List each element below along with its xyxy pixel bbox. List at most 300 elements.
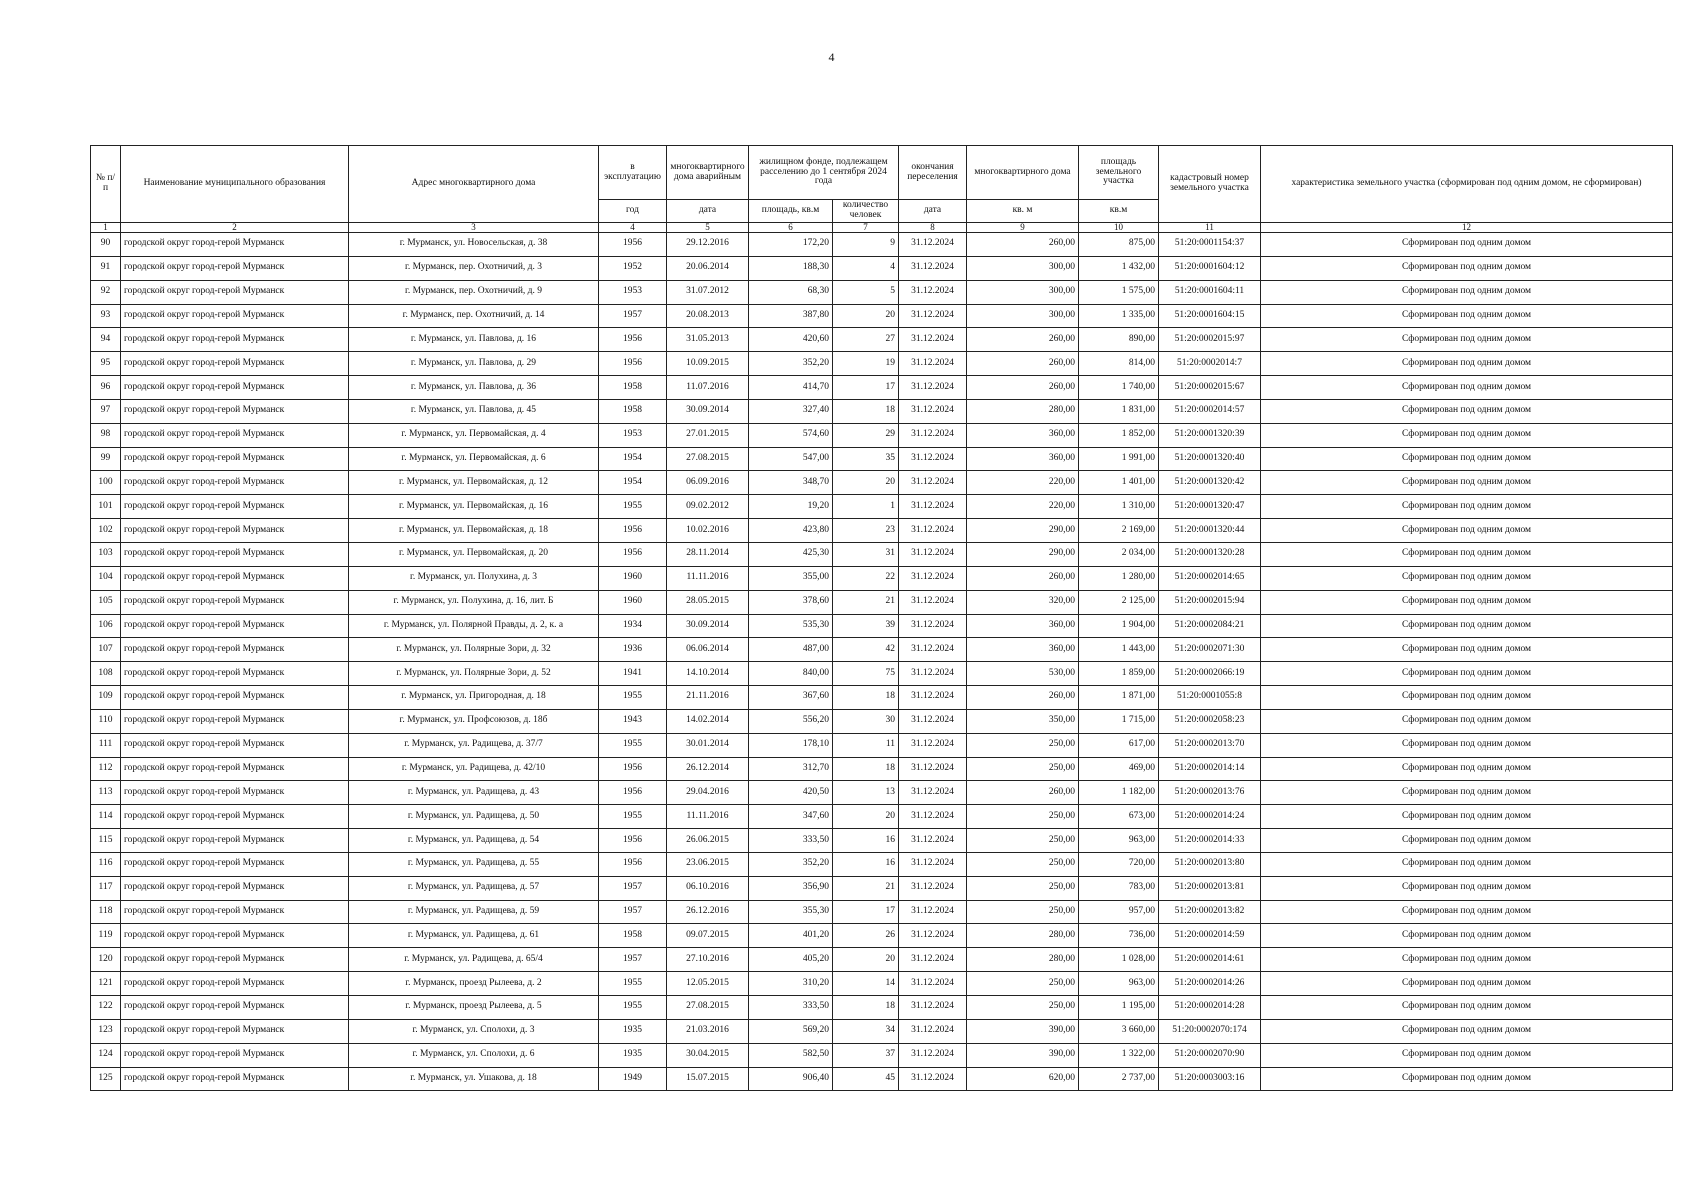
land-area-cell: 673,00	[1079, 805, 1159, 829]
persons-count-cell: 11	[833, 733, 899, 757]
house-area-cell: 350,00	[967, 709, 1079, 733]
col-number: 6	[749, 223, 833, 233]
resettle-area-cell: 172,20	[749, 233, 833, 257]
emergency-date-cell: 28.11.2014	[667, 542, 749, 566]
commission-year-cell: 1941	[599, 662, 667, 686]
end-date-cell: 31.12.2024	[899, 781, 967, 805]
commission-year-cell: 1956	[599, 781, 667, 805]
address-cell: г. Мурманск, ул. Первомайская, д. 12	[349, 471, 599, 495]
land-area-cell: 1 401,00	[1079, 471, 1159, 495]
land-characteristic-cell: Сформирован под одним домом	[1261, 662, 1673, 686]
emergency-date-cell: 09.02.2012	[667, 495, 749, 519]
end-date-cell: 31.12.2024	[899, 590, 967, 614]
emergency-date-cell: 31.05.2013	[667, 328, 749, 352]
end-date-cell: 31.12.2024	[899, 1067, 967, 1091]
emergency-date-cell: 28.05.2015	[667, 590, 749, 614]
row-number: 107	[91, 638, 121, 662]
end-date-cell: 31.12.2024	[899, 495, 967, 519]
emergency-date-cell: 27.08.2015	[667, 996, 749, 1020]
col-number: 10	[1079, 223, 1159, 233]
land-area-cell: 1 859,00	[1079, 662, 1159, 686]
row-number: 102	[91, 519, 121, 543]
row-number: 101	[91, 495, 121, 519]
municipality-cell: городской округ город-герой Мурманск	[121, 1067, 349, 1091]
resettle-area-cell: 405,20	[749, 948, 833, 972]
row-number: 104	[91, 566, 121, 590]
address-cell: г. Мурманск, ул. Полухина, д. 3	[349, 566, 599, 590]
table-row	[91, 423, 1673, 447]
persons-count-cell: 37	[833, 1043, 899, 1067]
end-date-cell: 31.12.2024	[899, 328, 967, 352]
commission-year-cell: 1955	[599, 495, 667, 519]
table-row	[91, 256, 1673, 280]
emergency-date-cell: 09.07.2015	[667, 924, 749, 948]
house-area-cell: 260,00	[967, 352, 1079, 376]
persons-count-cell: 13	[833, 781, 899, 805]
persons-count-cell: 30	[833, 709, 899, 733]
header-end-date: окончания переселения	[899, 146, 967, 200]
address-cell: г. Мурманск, ул. Профсоюзов, д. 18б	[349, 709, 599, 733]
cadastral-number-cell: 51:20:0002014:14	[1159, 757, 1261, 781]
persons-count-cell: 18	[833, 757, 899, 781]
persons-count-cell: 16	[833, 829, 899, 853]
house-area-cell: 250,00	[967, 900, 1079, 924]
row-number: 106	[91, 614, 121, 638]
address-cell: г. Мурманск, ул. Радищева, д. 37/7	[349, 733, 599, 757]
end-date-cell: 31.12.2024	[899, 376, 967, 400]
address-cell: г. Мурманск, ул. Павлова, д. 36	[349, 376, 599, 400]
address-cell: г. Мурманск, ул. Радищева, д. 43	[349, 781, 599, 805]
unit-area: площадь, кв.м	[749, 200, 833, 223]
municipality-cell: городской округ город-герой Мурманск	[121, 972, 349, 996]
persons-count-cell: 14	[833, 972, 899, 996]
end-date-cell: 31.12.2024	[899, 900, 967, 924]
resettle-area-cell: 347,60	[749, 805, 833, 829]
emergency-date-cell: 11.11.2016	[667, 566, 749, 590]
commission-year-cell: 1954	[599, 471, 667, 495]
land-area-cell: 2 034,00	[1079, 542, 1159, 566]
land-area-cell: 1 028,00	[1079, 948, 1159, 972]
end-date-cell: 31.12.2024	[899, 876, 967, 900]
municipality-cell: городской округ город-герой Мурманск	[121, 709, 349, 733]
house-area-cell: 260,00	[967, 328, 1079, 352]
land-characteristic-cell: Сформирован под одним домом	[1261, 590, 1673, 614]
house-area-cell: 280,00	[967, 948, 1079, 972]
table-header	[91, 146, 1673, 233]
resettle-area-cell: 414,70	[749, 376, 833, 400]
commission-year-cell: 1956	[599, 352, 667, 376]
house-area-cell: 260,00	[967, 781, 1079, 805]
col-number: 4	[599, 223, 667, 233]
unit-end-date: дата	[899, 200, 967, 223]
row-number: 112	[91, 757, 121, 781]
commission-year-cell: 1943	[599, 709, 667, 733]
emergency-date-cell: 11.11.2016	[667, 805, 749, 829]
persons-count-cell: 16	[833, 852, 899, 876]
col-number: 5	[667, 223, 749, 233]
resettle-area-cell: 840,00	[749, 662, 833, 686]
municipality-cell: городской округ город-герой Мурманск	[121, 280, 349, 304]
resettle-area-cell: 423,80	[749, 519, 833, 543]
table-row	[91, 495, 1673, 519]
persons-count-cell: 23	[833, 519, 899, 543]
commission-year-cell: 1955	[599, 996, 667, 1020]
table-row	[91, 757, 1673, 781]
row-number: 122	[91, 996, 121, 1020]
end-date-cell: 31.12.2024	[899, 447, 967, 471]
cadastral-number-cell: 51:20:0001320:28	[1159, 542, 1261, 566]
cadastral-number-cell: 51:20:0002013:81	[1159, 876, 1261, 900]
table-row	[91, 399, 1673, 423]
end-date-cell: 31.12.2024	[899, 233, 967, 257]
col-number: 1	[91, 223, 121, 233]
address-cell: г. Мурманск, проезд Рылеева, д. 5	[349, 996, 599, 1020]
end-date-cell: 31.12.2024	[899, 304, 967, 328]
municipality-cell: городской округ город-герой Мурманск	[121, 328, 349, 352]
house-area-cell: 300,00	[967, 304, 1079, 328]
address-cell: г. Мурманск, ул. Сполохи, д. 3	[349, 1019, 599, 1043]
land-characteristic-cell: Сформирован под одним домом	[1261, 233, 1673, 257]
resettle-area-cell: 367,60	[749, 686, 833, 710]
persons-count-cell: 35	[833, 447, 899, 471]
land-characteristic-cell: Сформирован под одним домом	[1261, 399, 1673, 423]
address-cell: г. Мурманск, ул. Полярные Зори, д. 32	[349, 638, 599, 662]
table-row	[91, 733, 1673, 757]
land-characteristic-cell: Сформирован под одним домом	[1261, 686, 1673, 710]
end-date-cell: 31.12.2024	[899, 1043, 967, 1067]
end-date-cell: 31.12.2024	[899, 972, 967, 996]
persons-count-cell: 34	[833, 1019, 899, 1043]
table-row	[91, 614, 1673, 638]
address-cell: г. Мурманск, пер. Охотничий, д. 14	[349, 304, 599, 328]
resettle-area-cell: 574,60	[749, 423, 833, 447]
land-characteristic-cell: Сформирован под одним домом	[1261, 948, 1673, 972]
commission-year-cell: 1958	[599, 399, 667, 423]
municipality-cell: городской округ город-герой Мурманск	[121, 662, 349, 686]
municipality-cell: городской округ город-герой Мурманск	[121, 423, 349, 447]
cadastral-number-cell: 51:20:0002013:76	[1159, 781, 1261, 805]
municipality-cell: городской округ город-герой Мурманск	[121, 686, 349, 710]
land-characteristic-cell: Сформирован под одним домом	[1261, 638, 1673, 662]
house-area-cell: 360,00	[967, 423, 1079, 447]
unit-land-area: кв.м	[1079, 200, 1159, 223]
emergency-date-cell: 14.10.2014	[667, 662, 749, 686]
end-date-cell: 31.12.2024	[899, 805, 967, 829]
cadastral-number-cell: 51:20:0002070:174	[1159, 1019, 1261, 1043]
end-date-cell: 31.12.2024	[899, 852, 967, 876]
land-area-cell: 963,00	[1079, 972, 1159, 996]
commission-year-cell: 1960	[599, 590, 667, 614]
cadastral-number-cell: 51:20:0002014:7	[1159, 352, 1261, 376]
header-cadastral: кадастровый номер земельного участка	[1159, 146, 1261, 223]
col-number: 3	[349, 223, 599, 233]
house-area-cell: 300,00	[967, 280, 1079, 304]
resettle-area-cell: 906,40	[749, 1067, 833, 1091]
address-cell: г. Мурманск, ул. Первомайская, д. 20	[349, 542, 599, 566]
commission-year-cell: 1955	[599, 686, 667, 710]
header-land-area: площадь земельного участка	[1079, 146, 1159, 200]
row-number: 103	[91, 542, 121, 566]
land-characteristic-cell: Сформирован под одним домом	[1261, 1067, 1673, 1091]
cadastral-number-cell: 51:20:0002014:61	[1159, 948, 1261, 972]
land-area-cell: 890,00	[1079, 328, 1159, 352]
row-number: 123	[91, 1019, 121, 1043]
commission-year-cell: 1949	[599, 1067, 667, 1091]
municipality-cell: городской округ город-герой Мурманск	[121, 996, 349, 1020]
land-characteristic-cell: Сформирован под одним домом	[1261, 352, 1673, 376]
row-number: 90	[91, 233, 121, 257]
header-house-area: многоквартирного дома	[967, 146, 1079, 200]
emergency-date-cell: 10.09.2015	[667, 352, 749, 376]
cadastral-number-cell: 51:20:0002066:19	[1159, 662, 1261, 686]
emergency-date-cell: 21.03.2016	[667, 1019, 749, 1043]
commission-year-cell: 1957	[599, 304, 667, 328]
cadastral-number-cell: 51:20:0002014:57	[1159, 399, 1261, 423]
row-number: 117	[91, 876, 121, 900]
municipality-cell: городской округ город-герой Мурманск	[121, 1019, 349, 1043]
cadastral-number-cell: 51:20:0002014:65	[1159, 566, 1261, 590]
resettle-area-cell: 420,50	[749, 781, 833, 805]
cadastral-number-cell: 51:20:0001320:42	[1159, 471, 1261, 495]
table-row	[91, 852, 1673, 876]
commission-year-cell: 1957	[599, 900, 667, 924]
land-area-cell: 1 322,00	[1079, 1043, 1159, 1067]
resettle-area-cell: 487,00	[749, 638, 833, 662]
row-number: 98	[91, 423, 121, 447]
cadastral-number-cell: 51:20:0002014:24	[1159, 805, 1261, 829]
address-cell: г. Мурманск, пер. Охотничий, д. 3	[349, 256, 599, 280]
commission-year-cell: 1957	[599, 876, 667, 900]
emergency-date-cell: 31.07.2012	[667, 280, 749, 304]
resettle-area-cell: 19,20	[749, 495, 833, 519]
row-number: 94	[91, 328, 121, 352]
land-characteristic-cell: Сформирован под одним домом	[1261, 280, 1673, 304]
header-emergency: многоквартирного дома аварийным	[667, 146, 749, 200]
land-characteristic-cell: Сформирован под одним домом	[1261, 1043, 1673, 1067]
municipality-cell: городской округ город-герой Мурманск	[121, 256, 349, 280]
emergency-date-cell: 30.09.2014	[667, 399, 749, 423]
house-area-cell: 250,00	[967, 972, 1079, 996]
commission-year-cell: 1960	[599, 566, 667, 590]
emergency-date-cell: 11.07.2016	[667, 376, 749, 400]
cadastral-number-cell: 51:20:0002058:23	[1159, 709, 1261, 733]
land-area-cell: 2 169,00	[1079, 519, 1159, 543]
emergency-date-cell: 06.09.2016	[667, 471, 749, 495]
resettle-area-cell: 333,50	[749, 996, 833, 1020]
header-address: Адрес многоквартирного дома	[349, 146, 599, 223]
municipality-cell: городской округ город-герой Мурманск	[121, 447, 349, 471]
resettle-area-cell: 355,30	[749, 900, 833, 924]
municipality-cell: городской округ город-герой Мурманск	[121, 900, 349, 924]
land-area-cell: 1 871,00	[1079, 686, 1159, 710]
persons-count-cell: 39	[833, 614, 899, 638]
land-area-cell: 875,00	[1079, 233, 1159, 257]
address-cell: г. Мурманск, ул. Павлова, д. 29	[349, 352, 599, 376]
house-area-cell: 220,00	[967, 495, 1079, 519]
col-number: 12	[1261, 223, 1673, 233]
land-area-cell: 1 182,00	[1079, 781, 1159, 805]
col-number: 11	[1159, 223, 1261, 233]
end-date-cell: 31.12.2024	[899, 614, 967, 638]
land-characteristic-cell: Сформирован под одним домом	[1261, 996, 1673, 1020]
resettle-area-cell: 387,80	[749, 304, 833, 328]
land-characteristic-cell: Сформирован под одним домом	[1261, 519, 1673, 543]
house-area-cell: 250,00	[967, 757, 1079, 781]
land-area-cell: 1 310,00	[1079, 495, 1159, 519]
land-area-cell: 1 852,00	[1079, 423, 1159, 447]
commission-year-cell: 1956	[599, 519, 667, 543]
page-number: 4	[828, 50, 835, 64]
commission-year-cell: 1956	[599, 829, 667, 853]
table-row	[91, 1067, 1673, 1091]
resettle-area-cell: 333,50	[749, 829, 833, 853]
end-date-cell: 31.12.2024	[899, 948, 967, 972]
municipality-cell: городской округ город-герой Мурманск	[121, 304, 349, 328]
persons-count-cell: 18	[833, 686, 899, 710]
table-row	[91, 352, 1673, 376]
municipality-cell: городской округ город-герой Мурманск	[121, 614, 349, 638]
persons-count-cell: 17	[833, 900, 899, 924]
persons-count-cell: 9	[833, 233, 899, 257]
address-cell: г. Мурманск, ул. Первомайская, д. 18	[349, 519, 599, 543]
end-date-cell: 31.12.2024	[899, 280, 967, 304]
table-row	[91, 900, 1673, 924]
cadastral-number-cell: 51:20:0001320:39	[1159, 423, 1261, 447]
header-num: № п/п	[91, 146, 121, 223]
emergency-date-cell: 26.06.2015	[667, 829, 749, 853]
end-date-cell: 31.12.2024	[899, 1019, 967, 1043]
land-characteristic-cell: Сформирован под одним домом	[1261, 256, 1673, 280]
table-row	[91, 972, 1673, 996]
row-number: 97	[91, 399, 121, 423]
land-characteristic-cell: Сформирован под одним домом	[1261, 972, 1673, 996]
table-row	[91, 948, 1673, 972]
cadastral-number-cell: 51:20:0002071:30	[1159, 638, 1261, 662]
resettle-area-cell: 535,30	[749, 614, 833, 638]
cadastral-number-cell: 51:20:0002013:82	[1159, 900, 1261, 924]
row-number: 113	[91, 781, 121, 805]
address-cell: г. Мурманск, ул. Сполохи, д. 6	[349, 1043, 599, 1067]
cadastral-number-cell: 51:20:0002015:97	[1159, 328, 1261, 352]
resettle-area-cell: 582,50	[749, 1043, 833, 1067]
land-characteristic-cell: Сформирован под одним домом	[1261, 757, 1673, 781]
land-characteristic-cell: Сформирован под одним домом	[1261, 805, 1673, 829]
address-cell: г. Мурманск, ул. Полярной Правды, д. 2, к. а	[349, 614, 599, 638]
land-area-cell: 1 575,00	[1079, 280, 1159, 304]
emergency-date-cell: 30.09.2014	[667, 614, 749, 638]
table-row	[91, 447, 1673, 471]
table-row	[91, 471, 1673, 495]
col-number: 7	[833, 223, 899, 233]
cadastral-number-cell: 51:20:0001320:44	[1159, 519, 1261, 543]
municipality-cell: городской округ город-герой Мурманск	[121, 495, 349, 519]
municipality-cell: городской округ город-герой Мурманск	[121, 829, 349, 853]
end-date-cell: 31.12.2024	[899, 996, 967, 1020]
address-cell: г. Мурманск, ул. Радищева, д. 42/10	[349, 757, 599, 781]
land-area-cell: 1 904,00	[1079, 614, 1159, 638]
end-date-cell: 31.12.2024	[899, 542, 967, 566]
persons-count-cell: 45	[833, 1067, 899, 1091]
end-date-cell: 31.12.2024	[899, 399, 967, 423]
persons-count-cell: 20	[833, 304, 899, 328]
land-characteristic-cell: Сформирован под одним домом	[1261, 423, 1673, 447]
house-area-cell: 320,00	[967, 590, 1079, 614]
commission-year-cell: 1958	[599, 376, 667, 400]
end-date-cell: 31.12.2024	[899, 638, 967, 662]
house-area-cell: 250,00	[967, 876, 1079, 900]
address-cell: г. Мурманск, ул. Радищева, д. 59	[349, 900, 599, 924]
end-date-cell: 31.12.2024	[899, 256, 967, 280]
address-cell: г. Мурманск, ул. Первомайская, д. 4	[349, 423, 599, 447]
persons-count-cell: 4	[833, 256, 899, 280]
cadastral-number-cell: 51:20:0002070:90	[1159, 1043, 1261, 1067]
header-resettle-group: жилищном фонде, подлежащем расселению до 1 сентября 2024 года	[749, 146, 899, 200]
emergency-date-cell: 23.06.2015	[667, 852, 749, 876]
address-cell: г. Мурманск, ул. Радищева, д. 55	[349, 852, 599, 876]
address-cell: г. Мурманск, ул. Пригородная, д. 18	[349, 686, 599, 710]
land-area-cell: 1 432,00	[1079, 256, 1159, 280]
address-cell: г. Мурманск, ул. Первомайская, д. 6	[349, 447, 599, 471]
persons-count-cell: 17	[833, 376, 899, 400]
table-row	[91, 805, 1673, 829]
municipality-cell: городской округ город-герой Мурманск	[121, 542, 349, 566]
resettle-area-cell: 348,70	[749, 471, 833, 495]
header-land-characteristic: характеристика земельного участка (сформирован под одним домом, не сформирован)	[1261, 146, 1673, 223]
table-row	[91, 566, 1673, 590]
address-cell: г. Мурманск, ул. Радищева, д. 61	[349, 924, 599, 948]
address-cell: г. Мурманск, ул. Радищева, д. 57	[349, 876, 599, 900]
land-characteristic-cell: Сформирован под одним домом	[1261, 614, 1673, 638]
resettle-area-cell: 178,10	[749, 733, 833, 757]
municipality-cell: городской округ город-герой Мурманск	[121, 781, 349, 805]
emergency-date-cell: 10.02.2016	[667, 519, 749, 543]
commission-year-cell: 1955	[599, 805, 667, 829]
land-characteristic-cell: Сформирован под одним домом	[1261, 781, 1673, 805]
land-area-cell: 2 737,00	[1079, 1067, 1159, 1091]
end-date-cell: 31.12.2024	[899, 733, 967, 757]
land-area-cell: 469,00	[1079, 757, 1159, 781]
resettle-area-cell: 68,30	[749, 280, 833, 304]
end-date-cell: 31.12.2024	[899, 352, 967, 376]
col-number: 9	[967, 223, 1079, 233]
col-number: 2	[121, 223, 349, 233]
land-area-cell: 2 125,00	[1079, 590, 1159, 614]
land-characteristic-cell: Сформирован под одним домом	[1261, 900, 1673, 924]
end-date-cell: 31.12.2024	[899, 757, 967, 781]
table-row	[91, 829, 1673, 853]
house-area-cell: 250,00	[967, 829, 1079, 853]
row-number: 111	[91, 733, 121, 757]
resettle-area-cell: 310,20	[749, 972, 833, 996]
unit-persons: количество человек	[833, 200, 899, 223]
persons-count-cell: 22	[833, 566, 899, 590]
house-area-cell: 260,00	[967, 686, 1079, 710]
table-row	[91, 638, 1673, 662]
commission-year-cell: 1936	[599, 638, 667, 662]
cadastral-number-cell: 51:20:0002013:70	[1159, 733, 1261, 757]
address-cell: г. Мурманск, ул. Полярные Зори, д. 52	[349, 662, 599, 686]
row-number: 119	[91, 924, 121, 948]
row-number: 121	[91, 972, 121, 996]
address-cell: г. Мурманск, ул. Павлова, д. 16	[349, 328, 599, 352]
land-area-cell: 1 740,00	[1079, 376, 1159, 400]
land-characteristic-cell: Сформирован под одним домом	[1261, 709, 1673, 733]
emergency-date-cell: 06.10.2016	[667, 876, 749, 900]
commission-year-cell: 1953	[599, 280, 667, 304]
table-row	[91, 709, 1673, 733]
land-area-cell: 736,00	[1079, 924, 1159, 948]
commission-year-cell: 1956	[599, 328, 667, 352]
